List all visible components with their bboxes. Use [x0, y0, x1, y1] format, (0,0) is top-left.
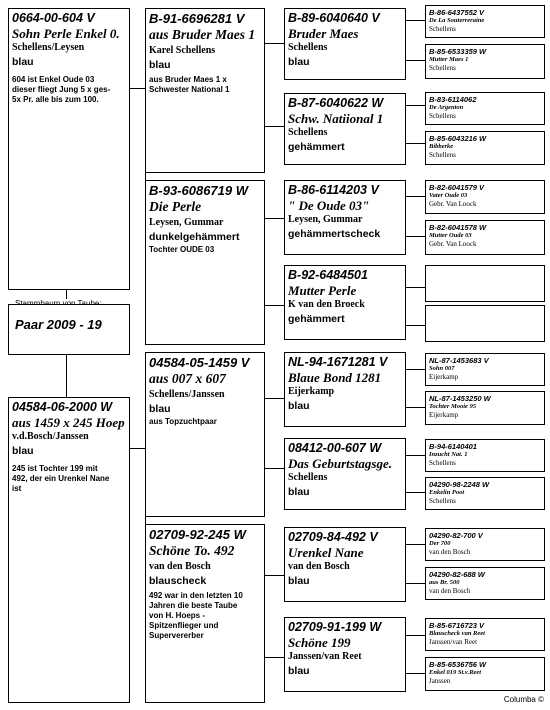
ring-number: 0664-00-604 V	[12, 11, 95, 25]
owner: Janssen	[429, 677, 451, 685]
connector	[264, 126, 284, 127]
owner: van den Bosch	[429, 587, 471, 595]
owner: Karel Schellens	[149, 45, 216, 56]
ring-number: NL-94-1671281 V	[288, 355, 388, 369]
dam-card[interactable]	[8, 397, 130, 703]
pigeon-name: Inzucht Nat. 1	[429, 451, 468, 458]
ancestor-card[interactable]	[425, 131, 545, 165]
owner: Leysen, Gummar	[149, 217, 224, 228]
pigeon-name: De La Souterreraine	[429, 17, 485, 24]
pigeon-name: Bibberke	[429, 143, 454, 150]
pigeon-name: Mutter Perle	[288, 283, 357, 298]
owner: Schellens/Leysen	[12, 42, 85, 53]
pigeon-name: Schw. Natiional 1	[288, 111, 384, 126]
note-line: 245 ist Tochter 199 mit	[12, 464, 98, 473]
pigeon-name: aus 1459 x 245 Hoep	[12, 415, 125, 430]
great-grandparent-card[interactable]	[284, 438, 406, 510]
ancestor-card[interactable]	[425, 618, 545, 651]
connector	[264, 468, 284, 469]
note-line: aus Topzuchtpaar	[149, 417, 217, 426]
color: blau	[12, 445, 34, 457]
pigeon-name: Schöne 199	[288, 635, 351, 650]
owner: Leysen, Gummar	[288, 214, 363, 225]
sire-card[interactable]	[8, 8, 130, 290]
connector	[405, 673, 425, 674]
connector	[405, 369, 425, 370]
ancestor-card[interactable]	[425, 265, 545, 302]
pigeon-name: Mutter Maes 1	[429, 56, 469, 63]
owner: Schellens	[288, 127, 328, 138]
ring-number: 04290-82-700 V	[429, 531, 483, 540]
connector	[264, 305, 284, 306]
grandparent-card[interactable]	[145, 524, 265, 703]
ring-number: B-85-6536756 W	[429, 660, 487, 669]
pigeon-name: Enkelin Poot	[429, 489, 465, 496]
grandparent-card[interactable]	[145, 8, 265, 173]
great-grandparent-card[interactable]	[284, 8, 406, 80]
ring-number: B-85-6043216 W	[429, 134, 487, 143]
ring-number: 02709-92-245 W	[149, 527, 246, 542]
ring-number: 04290-82-688 W	[429, 570, 485, 579]
ancestor-card[interactable]	[425, 528, 545, 561]
owner: Schellens	[429, 497, 456, 505]
owner: Gebr. Van Loock	[429, 240, 477, 248]
ring-number: 04584-06-2000 W	[12, 400, 113, 414]
footer-brand: Columba ©	[503, 695, 544, 704]
note-line: Supervererber	[149, 631, 204, 640]
great-grandparent-card[interactable]	[284, 180, 406, 255]
pigeon-name: De Argenton	[429, 104, 464, 111]
connector	[129, 88, 145, 89]
ancestor-card[interactable]	[425, 477, 545, 510]
pair-title: Paar 2009 - 19	[15, 317, 102, 332]
connector	[405, 143, 425, 144]
owner: Janssen/van Reet	[288, 651, 362, 662]
connector	[405, 236, 425, 237]
ring-number: B-82-6041579 V	[429, 183, 485, 192]
ring-number: NL-87-1453683 V	[429, 356, 489, 365]
pigeon-name: Enkel 019 St.v.Reet	[429, 669, 482, 676]
owner: Eijerkamp	[429, 411, 459, 419]
ring-number: B-86-6437552 V	[429, 8, 485, 17]
pair-box	[8, 304, 130, 355]
owner: van den Bosch	[288, 561, 350, 572]
owner: Eijerkamp	[288, 386, 335, 397]
pigeon-name: Tochter Mooie 95	[429, 403, 477, 410]
great-grandparent-card[interactable]	[284, 617, 406, 692]
grandparent-card[interactable]	[145, 180, 265, 345]
ring-number: B-85-6533359 W	[429, 47, 487, 56]
great-grandparent-card[interactable]	[284, 93, 406, 165]
note-line: ist	[12, 484, 22, 493]
ring-number: NL-87-1453250 W	[429, 394, 491, 403]
owner: van den Bosch	[149, 561, 211, 572]
ancestor-card[interactable]	[425, 44, 545, 79]
connector	[405, 455, 425, 456]
ring-number: B-86-6114203 V	[288, 183, 379, 197]
note-line: Tochter OUDE 03	[149, 245, 215, 254]
owner: van den Bosch	[429, 548, 471, 556]
pigeon-name: aus Br. 500	[429, 579, 460, 586]
color: blau	[288, 56, 310, 68]
pigeon-name: aus Bruder Maes 1	[149, 27, 256, 42]
connector	[405, 20, 425, 21]
color: blau	[288, 486, 310, 498]
note-line: 604 ist Enkel Oude 03	[12, 75, 95, 84]
pigeon-name: Blaue Bond 1281	[288, 370, 382, 385]
note-line: aus Bruder Maes 1 x	[149, 75, 227, 84]
owner: v.d.Bosch/Janssen	[12, 431, 89, 442]
color: blau	[288, 575, 310, 587]
owner: Schellens	[429, 25, 456, 33]
connector	[405, 635, 425, 636]
connector	[405, 105, 425, 106]
ring-number: 08412-00-607 W	[288, 441, 382, 455]
owner: Schellens	[429, 151, 456, 159]
connector	[405, 325, 425, 326]
color: blau	[149, 403, 171, 415]
connector	[405, 407, 425, 408]
pigeon-name: Vater Oude 03	[429, 192, 468, 199]
ring-number: B-89-6040640 V	[288, 11, 380, 25]
connector	[264, 218, 284, 219]
connector	[405, 287, 425, 288]
pigeon-name: Mutter Oude 03	[429, 232, 472, 239]
color: blau	[288, 665, 310, 677]
connector	[405, 60, 425, 61]
note-line: dieser fliegt Jung 5 x ges-	[12, 85, 111, 94]
note-line: 492 war in den letzten 10	[149, 591, 243, 600]
color: gehämmert	[288, 141, 345, 153]
ring-number: B-82-6041578 W	[429, 223, 487, 232]
connector	[405, 492, 425, 493]
connector	[264, 43, 284, 44]
ring-number: B-87-6040622 W	[288, 96, 384, 110]
ring-number: B-85-6716723 V	[429, 621, 485, 630]
note-line: 5x Pr. alle bis zum 100.	[12, 95, 99, 104]
pigeon-name: Sohn 007	[429, 365, 455, 372]
owner: Gebr. Van Loock	[429, 200, 477, 208]
color: dunkelgehämmert	[149, 231, 240, 243]
note-line: Spitzenflieger und	[149, 621, 219, 630]
pigeon-name: Der 700	[429, 540, 451, 547]
great-grandparent-card[interactable]	[284, 352, 406, 427]
connector	[264, 398, 284, 399]
pigeon-name: Blauscheck van Reet	[429, 630, 485, 637]
ancestor-card[interactable]	[425, 439, 545, 472]
connector	[129, 448, 145, 449]
color: blau	[149, 59, 171, 71]
connector	[264, 657, 284, 658]
color: gehämmertscheck	[288, 228, 381, 240]
ancestor-card[interactable]	[425, 657, 545, 691]
owner: Schellens	[429, 112, 456, 120]
pigeon-name: Schöne To. 492	[149, 543, 235, 558]
color: blauscheck	[149, 575, 207, 587]
ancestor-card[interactable]	[425, 353, 545, 386]
owner: Eijerkamp	[429, 373, 459, 381]
connector	[66, 355, 67, 397]
ring-number: B-92-6484501	[288, 268, 368, 282]
ancestor-card[interactable]	[425, 567, 545, 600]
owner: Schellens	[429, 64, 456, 72]
ring-number: 02709-84-492 V	[288, 530, 378, 544]
pigeon-name: Bruder Maes	[288, 26, 359, 41]
color: blau	[288, 400, 310, 412]
ring-number: 04290-98-2248 W	[429, 480, 490, 489]
ring-number: 02709-91-199 W	[288, 620, 382, 634]
connector	[405, 196, 425, 197]
pigeon-name: aus 007 x 607	[149, 371, 226, 386]
owner: K van den Broeck	[288, 299, 365, 310]
color: gehämmert	[288, 313, 345, 325]
pigeon-name: Das Geburtstagsge.	[288, 456, 393, 471]
color: blau	[12, 56, 34, 68]
connector	[405, 544, 425, 545]
pigeon-name: " De Oude 03"	[288, 198, 370, 213]
pigeon-name: Sohn Perle Enkel 0.	[12, 26, 120, 41]
ring-number: B-91-6696281 V	[149, 11, 245, 26]
note-line: von H. Hoeps -	[149, 611, 206, 620]
owner: Schellens	[429, 459, 456, 467]
connector	[405, 583, 425, 584]
ring-number: 04584-05-1459 V	[149, 355, 250, 370]
note-line: Jahren die beste Taube	[149, 601, 238, 610]
owner: Schellens	[288, 42, 328, 53]
great-grandparent-card[interactable]	[284, 265, 406, 340]
ancestor-card[interactable]	[425, 305, 545, 342]
owner: Schellens	[288, 472, 328, 483]
ring-number: B-94-6140401	[429, 442, 477, 451]
grandparent-card[interactable]	[145, 352, 265, 517]
connector	[264, 575, 284, 576]
pigeon-name: Urenkel Nane	[288, 545, 364, 560]
great-grandparent-card[interactable]	[284, 527, 406, 602]
ancestor-card[interactable]	[425, 391, 545, 425]
ancestor-card[interactable]	[425, 92, 545, 125]
ring-number: B-93-6086719 W	[149, 183, 248, 198]
ancestor-card[interactable]	[425, 5, 545, 38]
ancestor-card[interactable]	[425, 180, 545, 214]
pigeon-name: Die Perle	[149, 199, 202, 214]
note-line: 492, der ein Urenkel Nane	[12, 474, 110, 483]
ring-number: B-83-6114062	[429, 95, 477, 104]
owner: Schellens/Janssen	[149, 389, 225, 400]
note-line: Schwester National 1	[149, 85, 230, 94]
ancestor-card[interactable]	[425, 220, 545, 255]
owner: Janssen/van Reet	[429, 638, 478, 646]
